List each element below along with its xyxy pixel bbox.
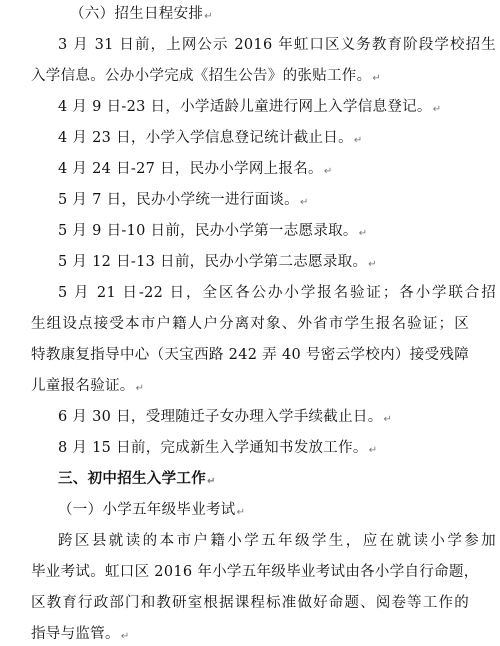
section-heading-junior-high: 三、初中招生入学工作↵ — [58, 470, 216, 487]
paragraph-mark-icon: ↵ — [120, 631, 130, 642]
paragraph-mark-icon: ↵ — [204, 11, 213, 22]
paragraph-line: 指导与监管。↵ — [31, 626, 130, 642]
paragraph-line: 毕业考试。虹口区 2016 年小学五年级毕业考试由各小学自行命题， — [31, 564, 479, 580]
paragraph-mark-icon: ↵ — [135, 383, 145, 394]
paragraph-mark-icon: ↵ — [432, 104, 442, 115]
section-heading-enrollment-schedule: （六）招生日程安排↵ — [70, 6, 213, 22]
schedule-item: 4 月 23 日，小学入学信息登记统计截止日。↵ — [58, 130, 363, 146]
paragraph-mark-icon: ↵ — [368, 259, 377, 270]
paragraph-line: 3 月 31 日前，上网公示 2016 年虹口区义务教育阶段学校招生 — [58, 37, 496, 53]
schedule-item: 4 月 9 日-23 日，小学适龄儿童进行网上入学信息登记。↵ — [58, 99, 442, 115]
subsection-heading-graduation-exam: （一）小学五年级毕业考试↵ — [58, 502, 246, 518]
paragraph-mark-icon: ↵ — [383, 414, 393, 425]
paragraph-mark-icon: ↵ — [353, 135, 363, 146]
paragraph-mark-icon: ↵ — [368, 445, 378, 456]
paragraph-mark-icon: ↵ — [299, 197, 309, 208]
schedule-item: 8 月 15 日前，完成新生入学通知书发放工作。↵ — [58, 440, 378, 456]
paragraph-mark-icon: ↵ — [358, 228, 368, 239]
paragraph-mark-icon: ↵ — [323, 166, 333, 177]
paragraph-line: 入学信息。公办小学完成《招生公告》的张贴工作。↵ — [31, 68, 382, 84]
paragraph-mark-icon: ↵ — [372, 73, 382, 84]
schedule-item: 6 月 30 日，受理随迁子女办理入学手续截止日。↵ — [58, 409, 393, 425]
schedule-item: 4 月 24 日-27 日，民办小学网上报名。↵ — [58, 161, 333, 177]
schedule-item: 5 月 12 日-13 日前，民办小学第二志愿录取。↵ — [58, 254, 377, 270]
paragraph-mark-icon: ↵ — [236, 507, 246, 518]
paragraph-line: 生组设点接受本市户籍人户分离对象、外省市学生报名验证；区 — [31, 316, 469, 332]
paragraph-line: 跨区县就读的本市户籍小学五年级学生，应在就读小学参加 — [58, 533, 496, 549]
paragraph-mark-icon: ↵ — [207, 476, 216, 487]
schedule-item: 5 月 9 日-10 日前，民办小学第一志愿录取。↵ — [58, 223, 368, 239]
paragraph-line: 儿童报名验证。↵ — [31, 378, 145, 394]
paragraph-line: 特教康复指导中心（天宝西路 242 弄 40 号密云学校内）接受残障 — [31, 347, 469, 363]
schedule-item: 5 月 7 日，民办小学统一进行面谈。↵ — [58, 192, 309, 208]
paragraph-line: 区教育行政部门和教研室根据课程标准做好命题、阅卷等工作的 — [31, 595, 469, 611]
paragraph-line: 5 月 21 日-22 日，全区各公办小学报名验证；各小学联合招 — [58, 285, 496, 301]
